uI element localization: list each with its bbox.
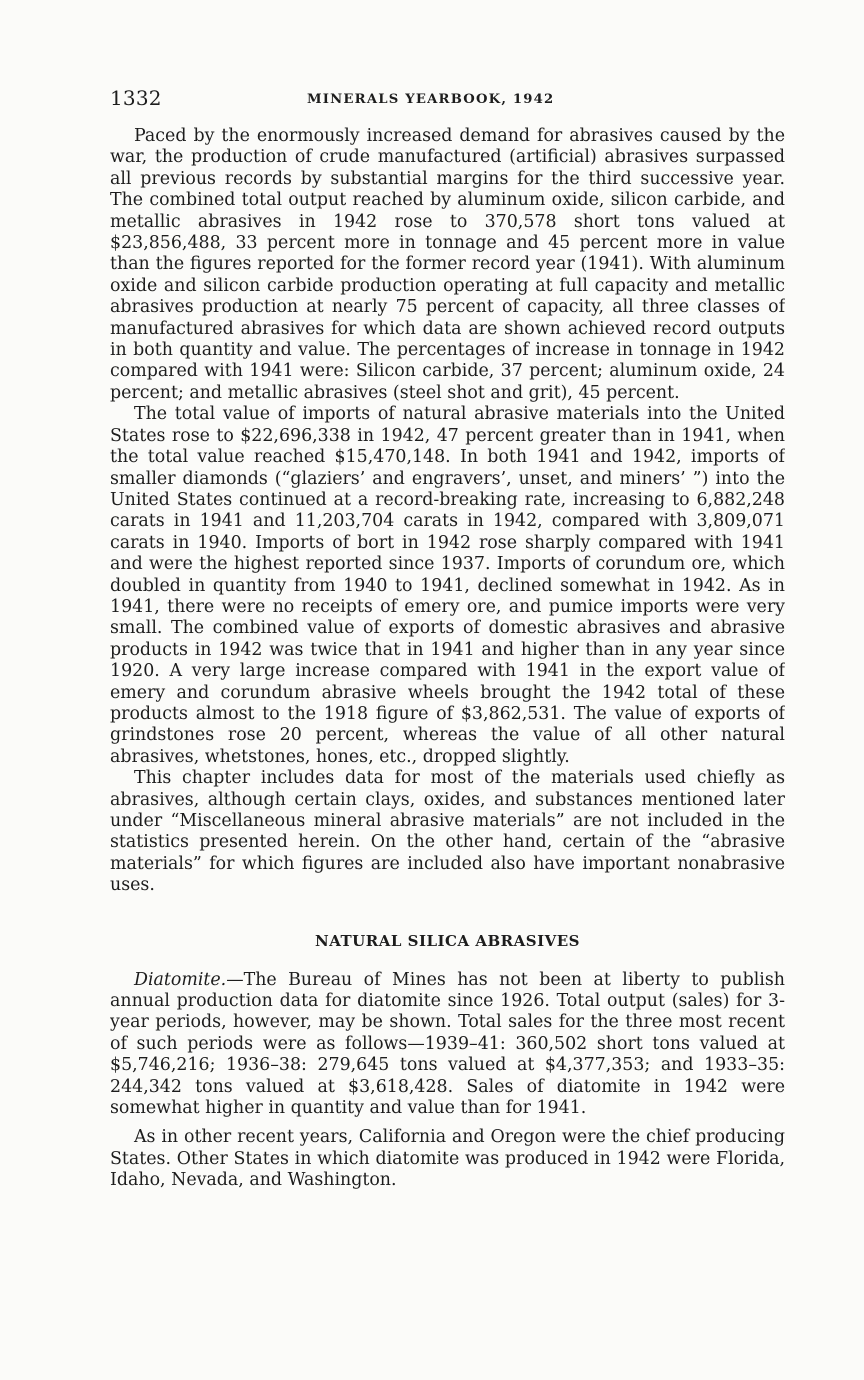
- running-title: MINERALS YEARBOOK, 1942: [307, 92, 555, 107]
- paragraph-spacer: [110, 1119, 785, 1127]
- paragraph-2: The total value of imports of natural abrasive materials into the United States rose to $22,696,338 in 1942, 47 percent greater than in 1941, when the total value reached $15,470,148. In both 1941 and 1942, imports of smaller diamonds (“glaziers’ and engravers’, unset, and miners’ ”) into the United States continued at a record-breaking rate, increasing to 6,882,248 carats in 1941 and 11,203,704 carats in 1942, compared with 3,809,071 carats in 1940. Imports of bort in 1942 rose sharply compared with 1941 and were the highest reported since 1937. Imports of corundum ore, which doubled in quantity from 1940 to 1941, declined somewhat in 1942. As in 1941, there were no receipts of emery ore, and pumice imports were very small. The combined value of exports of domestic abrasives and abrasive products in 1942 was twice that in 1941 and higher than in any year since 1920. A very large increase compared with 1941 in the export value of emery and corundum abrasive wheels brought the 1942 total of these products almost to the 1918 figure of $3,862,531. The value of exports of grindstones rose 20 percent, whereas the value of all other natural abrasives, whetstones, hones, etc., dropped slightly.: [110, 404, 785, 767]
- paragraph-1: Paced by the enormously increased demand for abrasives caused by the war, the production of crude manufactured (artificial) abrasives surpassed all previous records by substantial margins for the third successive year. The combined total output reached by aluminum oxide, silicon carbide, and metallic abrasives in 1942 rose to 370,578 short tons valued at $23,856,488, 33 percent more in tonnage and 45 percent more in value than the figures reported for the former record year (1941). With aluminum oxide and silicon carbide production operating at full capacity and metallic abrasives production at nearly 75 percent of capacity, all three classes of manufactured abrasives for which data are shown achieved record outputs in both quantity and value. The percentages of increase in tonnage in 1942 compared with 1941 were: Silicon carbide, 37 percent; aluminum oxide, 24 percent; and metallic abrasives (steel shot and grit), 45 percent.: [110, 126, 785, 403]
- document-page: [110, 80, 785, 1320]
- diatomite-text: —The Bureau of Mines has not been at liberty to publish annual production data for diatomite since 1926. Total output (sales) for 3-year periods, however, may be shown. Total sales for the three most recent of such periods were as follows—1939–41: 360,502 short tons valued at $5,746,216; 1936–38: 279,645 tons valued at $4,377,353; and 1933–35: 244,342 tons valued at $3,618,428. Sales of diatomite in 1942 were somewhat higher in quantity and value than for 1941.: [110, 969, 785, 1119]
- closing-paragraph: As in other recent years, California and Oregon were the chief producing States. Other States in which diatomite was produced in 1942 were Florida, Idaho, Nevada, and Washington.: [110, 1127, 785, 1191]
- main-text: [110, 126, 785, 897]
- page-number: 1332: [110, 86, 162, 110]
- paragraph-3: This chapter includes data for most of the materials used chiefly as abrasives, although certain clays, oxides, and substances mentioned later under “Miscellaneous mineral abrasive materials” are not included in the statistics presented herein. On the other hand, certain of the “abrasive materials” for which figures are included also have important nonabrasive uses.: [110, 768, 785, 896]
- diatomite-lead: Diatomite.: [134, 969, 227, 990]
- natural-silica-abrasives-section: [110, 932, 785, 1192]
- section-heading: NATURAL SILICA ABRASIVES: [314, 931, 581, 950]
- page-header: [110, 80, 785, 112]
- diatomite-paragraph: [110, 970, 785, 1120]
